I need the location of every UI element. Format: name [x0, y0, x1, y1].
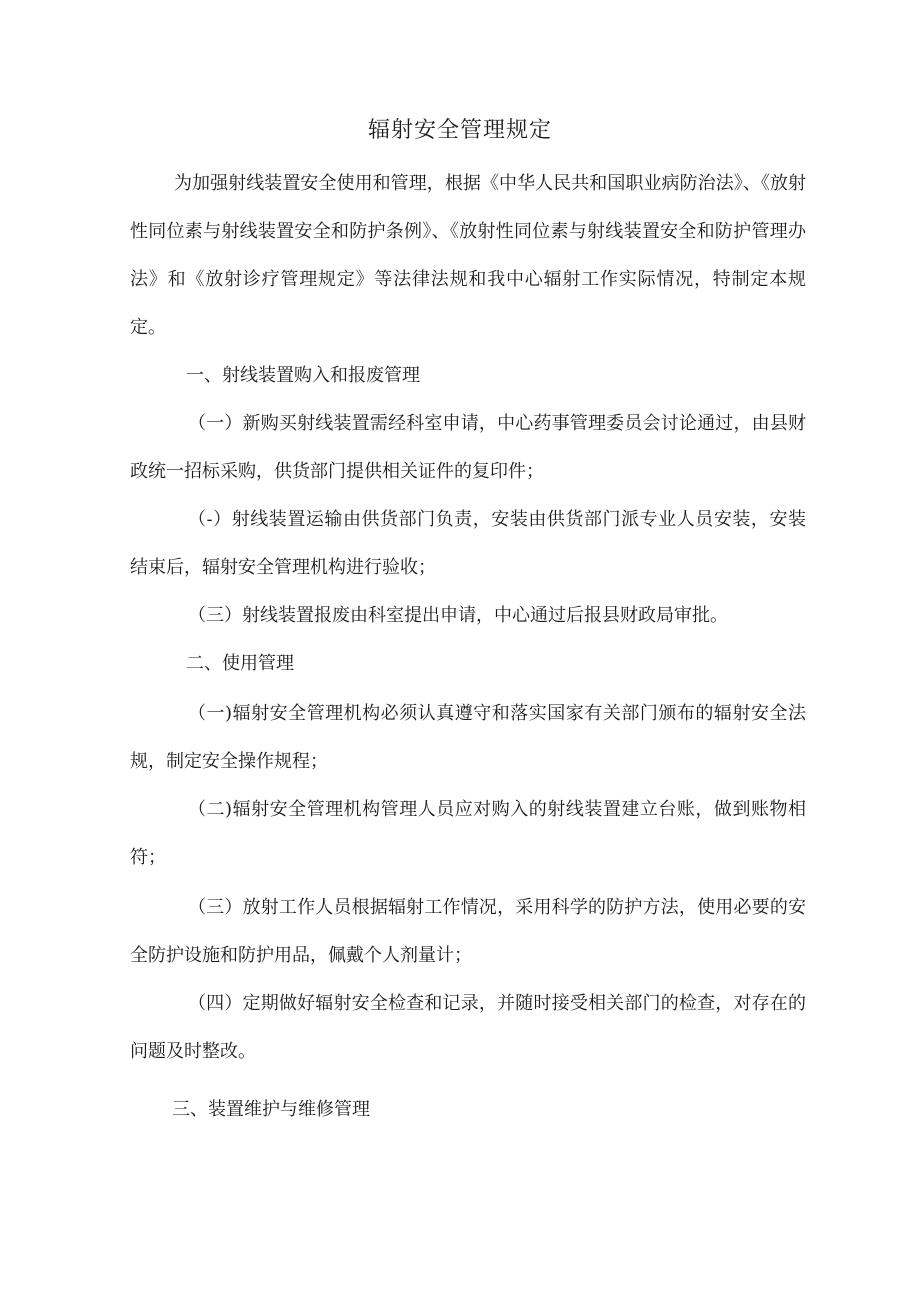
section-2-item-4: （四）定期做好辐射安全检查和记录，并随时接受相关部门的检查，对存在的问题及时整改。 [130, 993, 806, 1062]
section-1-item-3: （三）射线装置报废由科室提出申请，中心通过后报县财政局审批。 [188, 605, 728, 626]
section-1-item-1: （一）新购买射线装置需经科室申请，中心药事管理委员会讨论通过，由县财政统一招标采购，供货部门提供相关证件的复印件； [130, 413, 806, 482]
section-2-item-1: （一)辐射安全管理机构必须认真遵守和落实国家有关部门颁布的辐射安全法规，制定安全操作规程； [130, 703, 806, 772]
section-heading-2: 二、使用管理 [186, 653, 294, 674]
section-heading-3: 三、装置维护与维修管理 [172, 1099, 370, 1120]
document-title: 辐射安全管理规定 [367, 118, 552, 143]
section-2-item-3: （三）放射工作人员根据辐射工作情况，采用科学的防护方法，使用必要的安全防护设施和防护用品，佩戴个人剂量计； [130, 897, 806, 966]
section-1-item-2: （-）射线装置运输由供货部门负责，安装由供货部门派专业人员安装，安装结束后，辐射安全管理机构进行验收； [130, 509, 806, 578]
section-2-item-2: （二)辐射安全管理机构管理人员应对购入的射线装置建立台账，做到账物相符； [130, 799, 806, 868]
section-heading-1: 一、射线装置购入和报废管理 [186, 365, 420, 386]
intro-paragraph: 为加强射线装置安全使用和管理，根据《中华人民共和国职业病防治法》、《放射性同位素与射线装置安全和防护条例》、《放射性同位素与射线装置安全和防护管理办法》和《放射诊疗管理规定》等法律法规和我中心辐射工作实际情况，特制定本规定。 [130, 173, 806, 338]
